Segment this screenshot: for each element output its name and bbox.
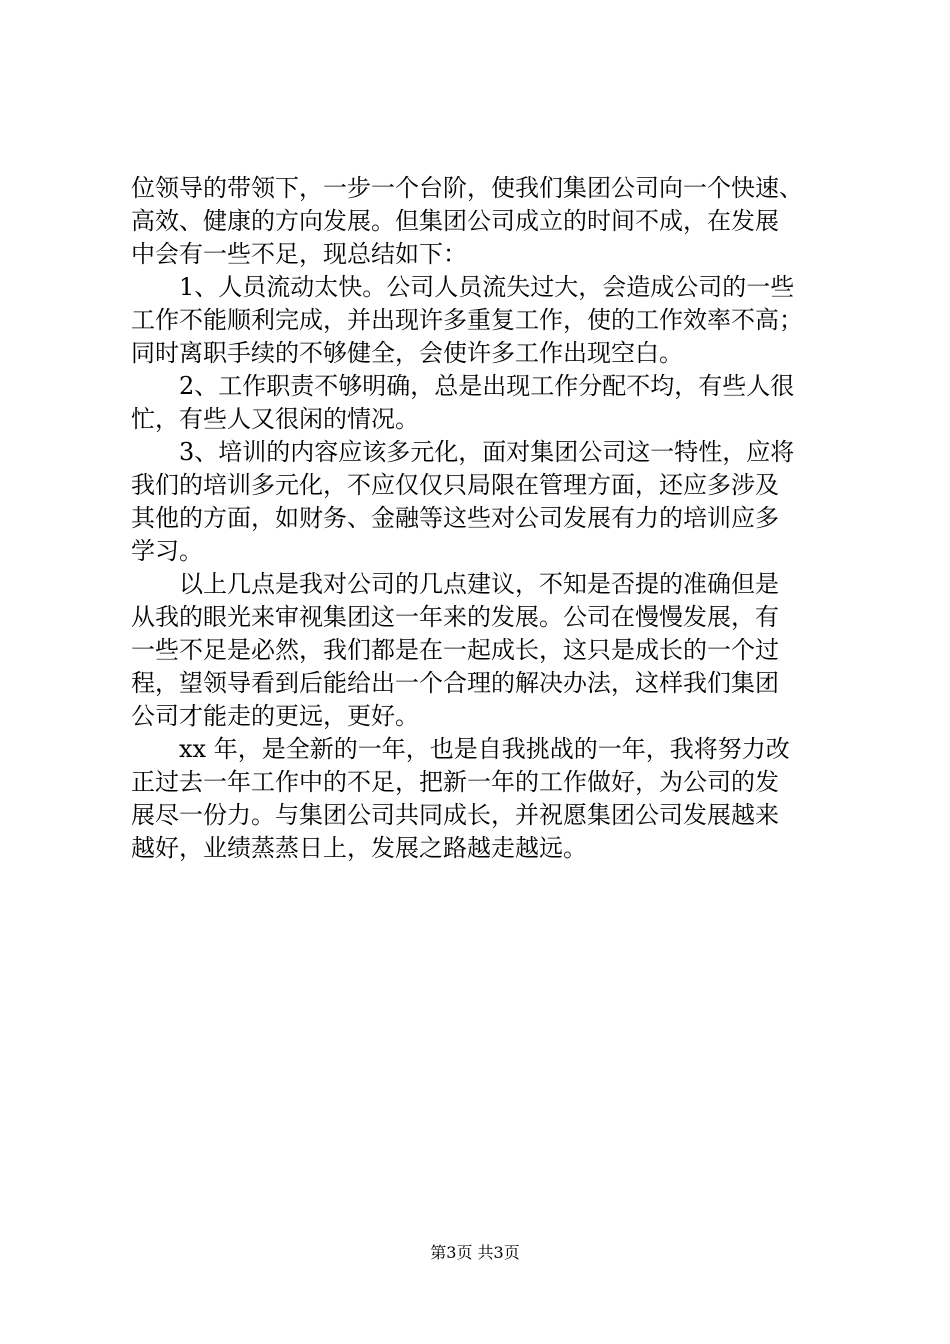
text-line: 程，望领导看到后能给出一个合理的解决办法，这样我们集团 (131, 669, 779, 697)
list-item-1: 1、人员流动太快。公司人员流失过大，会造成公司的一些 (179, 273, 795, 301)
paragraph-start: xx 年，是全新的一年，也是自我挑战的一年，我将努力改 (179, 735, 790, 763)
list-item-3: 3、培训的内容应该多元化，面对集团公司这一特性，应将 (179, 438, 795, 466)
text-line: 正过去一年工作中的不足，把新一年的工作做好，为公司的发 (131, 768, 779, 796)
list-item-2: 2、工作职责不够明确，总是出现工作分配不均，有些人很 (179, 372, 795, 400)
text-line: 同时离职手续的不够健全，会使许多工作出现空白。 (131, 339, 683, 367)
text-line: 中会有一些不足，现总结如下： (131, 240, 467, 268)
text-line: 从我的眼光来审视集团这一年来的发展。公司在慢慢发展，有 (131, 603, 779, 631)
text-line: 公司才能走的更远，更好。 (131, 702, 419, 730)
text-line: 展尽一份力。与集团公司共同成长，并祝愿集团公司发展越来 (131, 801, 779, 829)
text-line: 位领导的带领下，一步一个台阶，使我们集团公司向一个快速、 (131, 174, 803, 202)
text-line: 学习。 (131, 537, 203, 565)
page-footer: 第3页 共3页 (430, 1243, 520, 1262)
text-line: 一些不足是必然，我们都是在一起成长，这只是成长的一个过 (131, 636, 779, 664)
text-line: 忙，有些人又很闲的情况。 (131, 405, 419, 433)
text-line: 工作不能顺利完成，并出现许多重复工作，使的工作效率不高； (131, 306, 803, 334)
text-line: 越好，业绩蒸蒸日上，发展之路越走越远。 (131, 834, 587, 862)
text-line: 其他的方面，如财务、金融等这些对公司发展有力的培训应多 (131, 504, 779, 532)
text-line: 我们的培训多元化，不应仅仅只局限在管理方面，还应多涉及 (131, 471, 779, 499)
paragraph-start: 以上几点是我对公司的几点建议，不知是否提的准确但是 (179, 570, 779, 598)
text-line: 高效、健康的方向发展。但集团公司成立的时间不成，在发展 (131, 207, 779, 235)
